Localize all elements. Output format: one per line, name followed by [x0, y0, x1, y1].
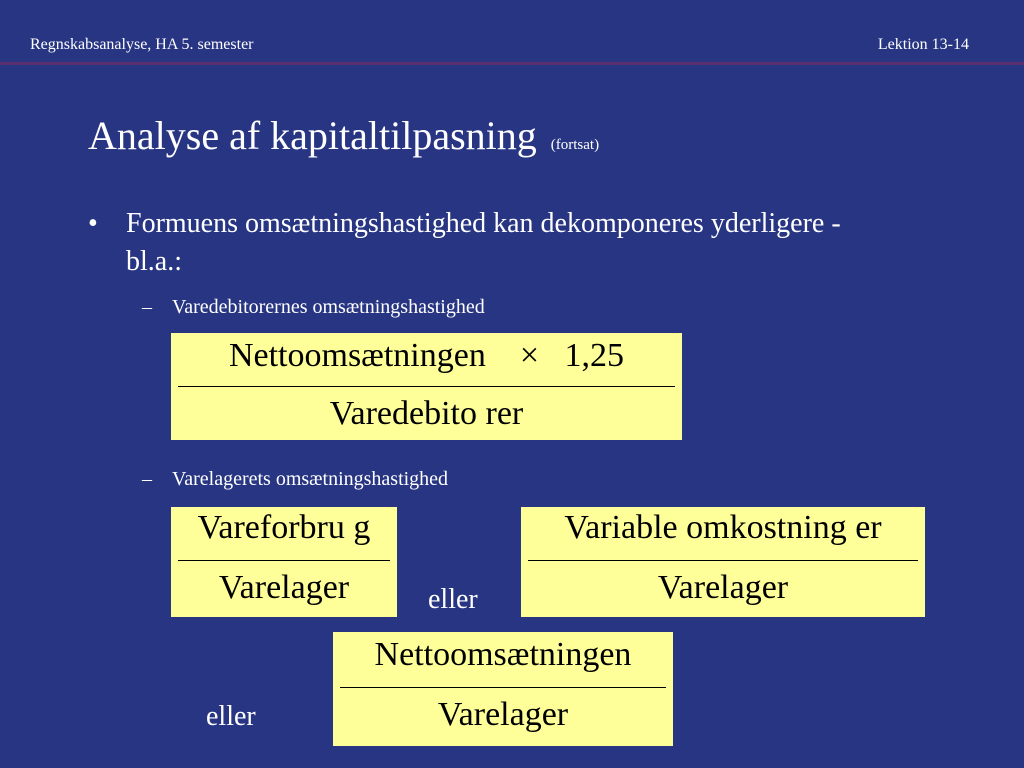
subitem-label: Varelagerets omsætningshastighed: [172, 468, 449, 490]
dash-icon: –: [142, 296, 152, 318]
header-course: Regnskabsanalyse, HA 5. semester: [30, 36, 254, 53]
formula-inventory-consumption: [171, 507, 397, 617]
formula-denominator: Varedebito rer: [329, 395, 524, 432]
formula-numerator: Nettoomsætningen: [374, 636, 632, 673]
subitem-debtors: [142, 296, 485, 319]
dash-icon: –: [142, 468, 152, 490]
slide-title: [88, 112, 599, 159]
formula-numerator: Nettoomsætningen × 1,25: [228, 337, 625, 374]
formula-numerator: Variable omkostning er: [564, 509, 882, 546]
slide-title-sub: (fortsat): [550, 137, 600, 153]
slide-title-main: Analyse af kapitaltilpasning: [88, 113, 537, 158]
header-divider: [0, 62, 1024, 65]
header-lecture: Lektion 13-14: [877, 36, 969, 53]
fraction-bar: [340, 687, 666, 688]
formula-inventory-net-sales: [333, 632, 673, 746]
connector-or: eller: [428, 584, 478, 615]
formula-inventory-variable-costs: [521, 507, 925, 617]
bullet-icon: •: [88, 208, 98, 239]
fraction-bar: [178, 560, 390, 561]
connector-or: eller: [206, 701, 256, 732]
bullet-text: Formuens omsætningshastighed kan dekomponeres yderligere - bl.a.:: [126, 208, 841, 277]
formula-denominator: Varelager: [657, 569, 789, 606]
fraction-bar: [528, 560, 918, 561]
subitem-inventory: [142, 468, 448, 491]
formula-denominator: Varelager: [218, 569, 350, 606]
formula-numerator: Vareforbru g: [197, 509, 371, 546]
formula-denominator: Varelager: [437, 696, 569, 733]
formula-debtor-turnover: [171, 333, 682, 440]
subitem-label: Varedebitorernes omsætningshastighed: [172, 296, 485, 318]
fraction-bar: [178, 386, 675, 387]
